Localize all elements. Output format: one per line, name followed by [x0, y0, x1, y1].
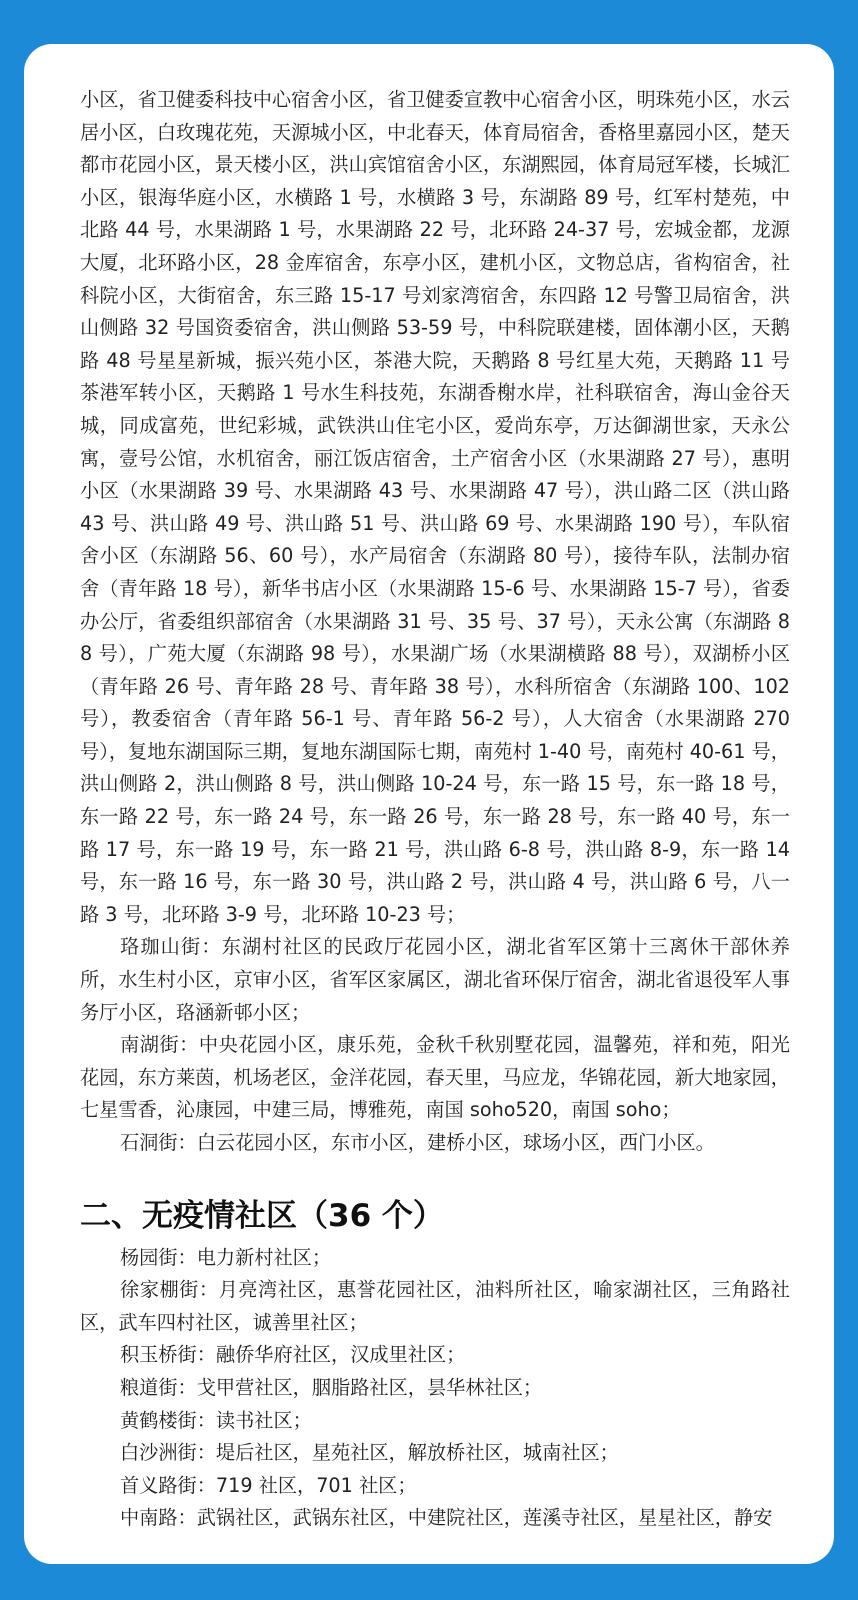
street-entry-nanhu: 南湖街：中央花园小区，康乐苑，金秋千秋别墅花园，温馨苑，祥和苑，阳光花园，东方莱茵，机场老区，金洋花园，春天里，马应龙，华锦花园，新大地家园，七星雪香，沁康园，中建三局，博雅苑，南国 soho520，南国 soho； [80, 1033, 790, 1122]
section-heading-no-epidemic: 二、无疫情社区（36 个） [80, 1197, 444, 1234]
notice-card [24, 44, 834, 1564]
street-entry-baishazhou: 白沙洲街：堤后社区，星苑社区，解放桥社区，城南社区； [120, 1441, 619, 1465]
street-entry-yangyuan: 杨园街：电力新村社区； [120, 1245, 332, 1269]
street-entry-shidong: 石洞街：白云花园小区，东市小区，建桥小区，球场小区，西门小区。 [120, 1131, 715, 1154]
street-entry-huanghelou: 黄鹤楼街：读书社区； [120, 1408, 312, 1432]
street-entry-liangdao: 粮道街：戈甲营社区，胭脂路社区，昙华林社区； [120, 1375, 543, 1399]
notice-content [80, 84, 790, 1535]
residential-list-continued: 小区，省卫健委科技中心宿舍小区，省卫健委宣教中心宿舍小区，明珠苑小区，水云居小区，白玫瑰花苑，天源城小区，中北春天，体育局宿舍，香格里嘉园小区，楚天都市花园小区，景天楼小区，洪山宾馆宿舍小区，东湖熙园，体育局冠军楼，长城汇小区，银海华庭小区，水横路 1 号，水横路 3 号，东湖路 89 号，红军村楚苑，中北路 44 号，水果湖路 1 号，水果湖路 22 号，北环路 24-37 号，宏城金都，龙源大厦，北环路小区，28 金库宿舍，东亭小区，建机小区，文物总店，省构宿舍，社科院小区，大街宿舍，东三路 15-17 号刘家湾宿舍，东四路 12 号警卫局宿舍，洪山侧路 32 号国资委宿舍，洪山侧路 53-59 号，中科院联建楼，固体潮小区，天鹅路 48 号星星新城，振兴苑小区，茶港大院，天鹅路 8 号红星大苑，天鹅路 11 号茶港军转小区，天鹅路 1 号水生科技苑，东湖香榭水岸，社科联宿舍，海山金谷天城，同成富苑，世纪彩城，武铁洪山住宅小区，爱尚东亭，万达御湖世家，天永公寓，壹号公馆，水机宿舍，丽江饭店宿舍，土产宿舍小区（水果湖路 27 号），惠明小区（水果湖路 39 号、水果湖路 43 号、水果湖路 47 号），洪山路二区（洪山路 43 号、洪山路 49 号、洪山路 51 号、洪山路 69 号、水果湖路 190 号），车队宿舍小区（东湖路 56、60 号），水产局宿舍（东湖路 80 号），接待车队，法制办宿舍（青年路 18 号），新华书店小区（水果湖路 15-6 号、水果湖路 15-7 号），省委办公厅，省委组织部宿舍（水果湖路 31 号、35 号、37 号），天永公寓（东湖路 88 号），广苑大厦（东湖路 98 号），水果湖广场（水果湖横路 88 号），双湖桥小区（青年路 26 号、青年路 28 号、青年路 38 号），水科所宿舍（东湖路 100、102 号），教委宿舍（青年路 56-1 号、青年路 56-2 号），人大宿舍（水果湖路 270 号），复地东湖国际三期，复地东湖国际七期，南苑村 1-40 号，南苑村 40-61 号，洪山侧路 2，洪山侧路 8 号，洪山侧路 10-24 号，东一路 15 号，东一路 18 号，东一路 22 号，东一路 24 号，东一路 26 号，东一路 28 号，东一路 40 号，东一路 17 号，东一路 19 号，东一路 21 号，洪山路 6-8 号，洪山路 8-9，东一路 14 号，东一路 16 号，东一路 30 号，洪山路 2 号，洪山路 4 号，洪山路 6 号，八一路 3 号，北环路 3-9 号，北环路 10-23 号； [80, 88, 790, 926]
street-entry-shouyilu: 首义路街：719 社区，701 社区； [120, 1473, 417, 1497]
street-entry-luojiashan: 珞珈山街：东湖村社区的民政厅花园小区，湖北省军区第十三离休干部休养所，水生村小区，京审小区，省军区家属区，湖北省环保厅宿舍，湖北省退役军人事务厅小区，珞涵新邨小区； [80, 935, 790, 1024]
street-entry-zhongnanlu: 中南路：武锅社区，武锅东社区，中建院社区，莲溪寺社区，星星社区，静安 [120, 1506, 773, 1530]
street-entry-jiyuqiao: 积玉桥街：融侨华府社区，汉成里社区； [120, 1343, 466, 1367]
street-entry-xujiapeng: 徐家棚街：月亮湾社区，惠誉花园社区，油料所社区，喻家湖社区，三角路社区，武车四村社区，诚善里社区； [80, 1278, 790, 1334]
